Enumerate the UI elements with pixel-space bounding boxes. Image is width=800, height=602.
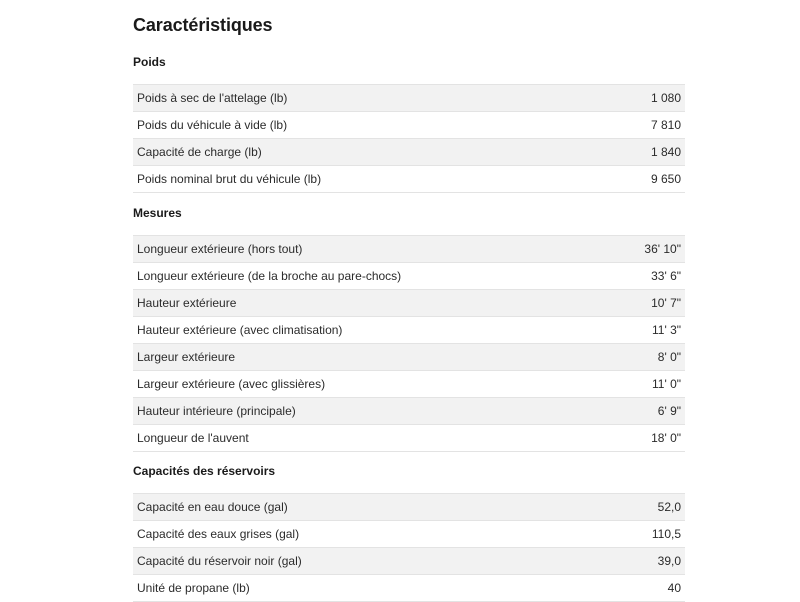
spec-label: Poids à sec de l'attelage (lb): [137, 91, 288, 105]
spec-value: 33' 6": [651, 269, 681, 283]
spec-value: 8' 0": [657, 350, 681, 364]
spec-label: Largeur extérieure: [137, 350, 236, 364]
spec-label: Hauteur extérieure (avec climatisation): [137, 323, 343, 337]
spec-value: 10' 7": [651, 296, 681, 310]
table-row: [133, 85, 685, 112]
section-title-weights: Poids: [133, 55, 166, 69]
spec-label: Longueur extérieure (de la broche au pare-chocs): [137, 269, 402, 283]
table-row: [133, 139, 685, 166]
spec-label: Capacité de charge (lb): [137, 145, 262, 159]
spec-label: Capacité en eau douce (gal): [137, 500, 288, 514]
spec-label: Hauteur intérieure (principale): [137, 404, 296, 418]
spec-label: Longueur de l'auvent: [137, 431, 249, 445]
tanks-table: [133, 493, 685, 602]
spec-value: 36' 10": [644, 242, 681, 256]
section-title-measures: Mesures: [133, 206, 182, 220]
table-row: [133, 166, 685, 193]
table-row: [133, 290, 685, 317]
spec-label: Poids nominal brut du véhicule (lb): [137, 172, 322, 186]
spec-value: 110,5: [651, 527, 681, 541]
table-row: [133, 548, 685, 575]
weights-table: [133, 84, 685, 193]
spec-label: Capacité des eaux grises (gal): [137, 527, 300, 541]
spec-value: 11' 3": [651, 323, 681, 337]
spec-label: Unité de propane (lb): [137, 581, 250, 595]
spec-value: 18' 0": [651, 431, 681, 445]
spec-value: 40: [667, 581, 681, 595]
table-row: [133, 344, 685, 371]
spec-value: 7 810: [650, 118, 681, 132]
table-row: [133, 425, 685, 452]
spec-label: Hauteur extérieure: [137, 296, 237, 310]
spec-label: Poids du véhicule à vide (lb): [137, 118, 288, 132]
spec-value: 11' 0": [651, 377, 681, 391]
page-title: Caractéristiques: [133, 15, 273, 35]
table-row: [133, 521, 685, 548]
table-row: [133, 263, 685, 290]
table-row: [133, 317, 685, 344]
spec-label: Capacité du réservoir noir (gal): [137, 554, 302, 568]
table-row: [133, 494, 685, 521]
table-row: [133, 112, 685, 139]
table-row: [133, 371, 685, 398]
table-row: [133, 575, 685, 602]
spec-value: 9 650: [650, 172, 681, 186]
spec-value: 39,0: [657, 554, 681, 568]
section-title-tanks: Capacités des réservoirs: [133, 464, 276, 478]
spec-label: Largeur extérieure (avec glissières): [137, 377, 326, 391]
measures-table: [133, 235, 685, 452]
spec-value: 6' 9": [657, 404, 681, 418]
spec-label: Longueur extérieure (hors tout): [137, 242, 303, 256]
table-row: [133, 236, 685, 263]
spec-value: 1 840: [650, 145, 681, 159]
table-row: [133, 398, 685, 425]
spec-value: 52,0: [657, 500, 681, 514]
spec-value: 1 080: [650, 91, 681, 105]
